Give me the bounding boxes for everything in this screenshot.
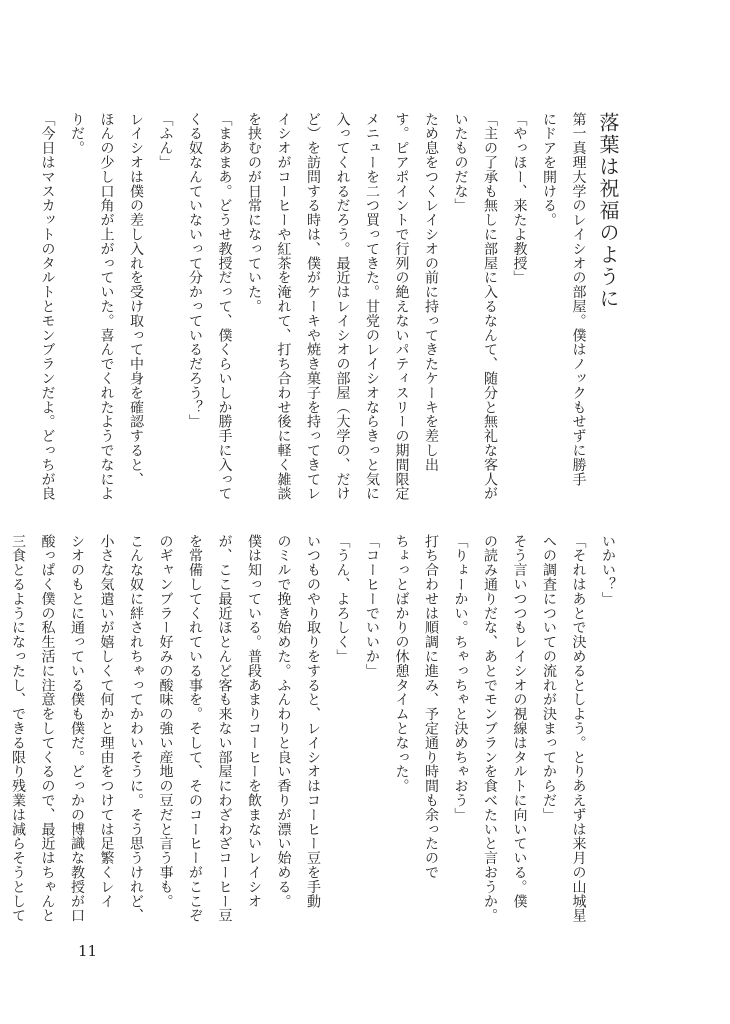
text-line: ほんの少し口角が上がっていた。喜んでくれたようでなによ [98, 112, 115, 501]
text-line: の読み通りだな、あとでモンブランを食べたいと言おうか。 [482, 534, 498, 923]
text-line: 酸っぱく僕の私生活に注意をしてくるので、最近はちゃんと [39, 534, 56, 923]
text-line: を挟むのが日常になっていた。 [246, 112, 262, 314]
text-line: ため息をつくレイシオの前に持ってきたケーキを差し出 [423, 112, 439, 472]
text-line: メニューを二つ買ってきた。甘党のレイシオならきっと気に [364, 112, 380, 501]
text-line: 「コーヒーでいいか」 [364, 534, 380, 678]
page-number: 11 [78, 942, 98, 960]
text-line: いかい？」 [600, 534, 616, 606]
text-line: 「ふん」 [157, 112, 174, 170]
text-line: レイシオは僕の差し入れを受け取って中身を確認すると、 [128, 112, 144, 487]
text-line: 「まあまあ。どうせ教授だって、僕くらいしか勝手に入って [216, 112, 233, 501]
text-line: を常備してくれている事を。そして、そのコーヒーがここぞ [187, 534, 203, 923]
text-line: そう言いつつもレイシオの視線はタルトに向いている。僕 [511, 534, 528, 909]
text-line: ちょっとばかりの休憩タイムとなった。 [393, 534, 410, 794]
text-line: ど）を訪問する時は、僕がケーキや焼き菓子を持ってきてレ [305, 112, 321, 501]
text-line: こんな奴に絆されちゃってかわいそうに。そう思うけれど、 [128, 534, 144, 923]
text-line: 小さな気遣いが嬉しくて何かと理由をつけては足繁くレイ [98, 534, 115, 909]
text-line: くる奴なんていないって分かっているだろう？」 [187, 112, 203, 429]
text-line: のギャンブラー好みの酸味の強い産地の豆だと言う事も。 [157, 534, 174, 909]
text-line: イシオがコーヒーや紅茶を淹れて、打ち合わせ後に軽く雑談 [275, 112, 292, 501]
upper-text-block [39, 112, 622, 504]
text-line: 第一真理大学のレイシオの部屋。僕はノックもせずに勝手 [570, 112, 587, 487]
text-line: 三食とるようになったし、できる限り残業は減らそうとして [10, 534, 26, 923]
text-line: いたものだな」 [452, 112, 469, 213]
text-line: のミルで挽き始めた。ふんわりと良い香りが漂い始める。 [275, 534, 292, 909]
text-line: いつものやり取りをすると、レイシオはコーヒー豆を手動 [305, 534, 321, 909]
text-line: 「うん、よろしく」 [334, 534, 351, 664]
lower-text-block [10, 534, 622, 926]
text-line: にドアを開ける。 [541, 112, 557, 228]
text-line: 「今日はマスカットのタルトとモンブランだよ。どっちが良 [39, 112, 56, 501]
text-line: りだ。 [69, 112, 85, 156]
text-line: が、ここ最近ほとんど客も来ない部屋にわざわざコーヒー豆 [216, 534, 233, 923]
text-line: 「やっほー、来たよ教授」 [511, 112, 528, 285]
text-line: 打ち合わせは順調に進み、予定通り時間も余ったので [423, 534, 439, 880]
text-line: 入ってくれるだろう。最近はレイシオの部屋（大学の、だけ [334, 112, 351, 501]
text-line: への調査についての流れが決まってからだ」 [541, 534, 557, 822]
text-line: 「それはあとで決めるとしよう。とりあえずは来月の山城星 [570, 534, 587, 923]
chapter-title: 落葉は祝福のように [596, 112, 620, 310]
text-line: す。ピアポイントで行列の絶えないパティスリーの期間限定 [393, 112, 410, 501]
text-line: 「主の了承も無しに部屋に入るなんて、随分と無礼な客人が [482, 112, 498, 501]
text-line: 「りょーかい。ちゃっちゃと決めちゃおう」 [452, 534, 469, 822]
text-line: シオのもとに通っている僕も僕だ。どっかの博識な教授が口 [69, 534, 85, 923]
text-line: 僕は知っている。普段あまりコーヒーを飲まないレイシオ [246, 534, 262, 909]
